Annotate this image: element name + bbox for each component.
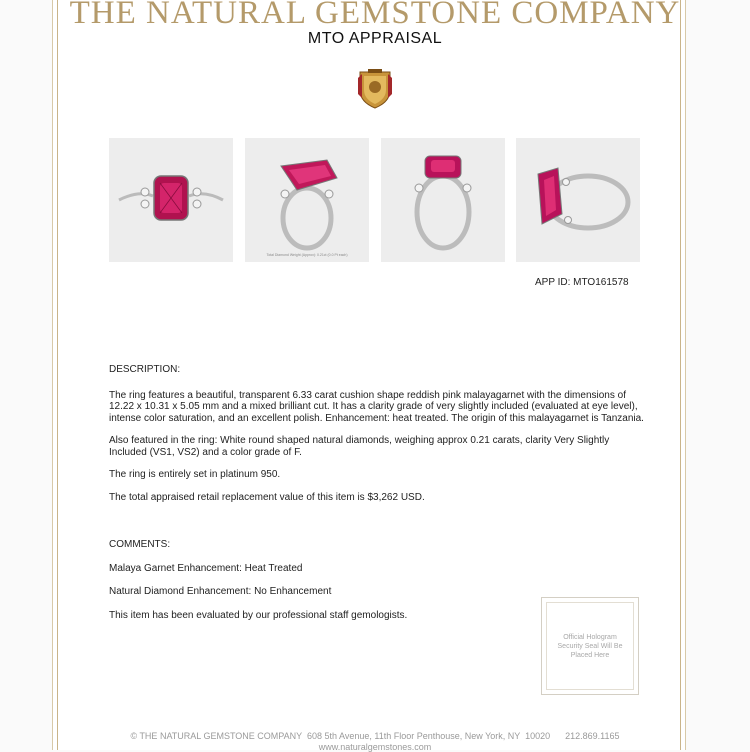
ring-photo-1 [109,138,233,262]
company-name: THE NATURAL GEMSTONE COMPANY [69,0,681,31]
description-paragraph-1: The ring features a beautiful, transparent 6.33 carat cushion shape reddish pink malayagarnet with the dimensions of 12.22 x 10.31 x 5.05 mm and a mixed brilliant cut. It has a clarity grade of very slightly included (evaluated at eye level), intense color saturation, and an excellent polish. Enhancement: heat treated. The origin of this malayagarnet is Tanzania. [109,389,644,424]
description-paragraph-2: Also featured in the ring: White round shaped natural diamonds, weighing approx 0.21 carats, clarity Very Slightly Included (VS1, VS2) and a color grade of F. [109,435,610,458]
appraisal-id: APP ID: MTO161578 [535,277,629,288]
description-paragraph-4: The total appraised retail replacement value of this item is $3,262 USD. [109,491,425,503]
ring-photo-2 [245,138,369,262]
footer-website-link[interactable]: www.naturalgemstones.com [318,742,432,752]
description-paragraph-3: The ring is entirely set in platinum 950. [109,469,281,480]
ring-photo-3 [381,138,505,262]
seal-text: Official Hologram Security Seal Will Be Placed Here [546,602,634,690]
footer-address: © THE NATURAL GEMSTONE COMPANY 608 5th Avenue, 11th Floor Penthouse, New York, NY 10020 212.869.1165 [130,731,620,741]
comment-3: This item has been evaluated by our professional staff gemologists. [109,609,408,621]
photo-caption: Total Diamond Weight (Approx): 0.21ct (0.0 Pt each) [266,253,348,257]
ring-photo-4 [516,138,640,262]
hologram-seal-placeholder [541,597,639,695]
description-section [109,364,644,503]
document-title: MTO APPRAISAL [307,30,443,47]
comment-1: Malaya Garnet Enhancement: Heat Treated [109,562,303,574]
comment-2: Natural Diamond Enhancement: No Enhancement [109,586,332,597]
comments-heading: COMMENTS: [109,539,171,550]
description-heading: DESCRIPTION: [109,364,181,375]
crest-icon [356,68,394,110]
